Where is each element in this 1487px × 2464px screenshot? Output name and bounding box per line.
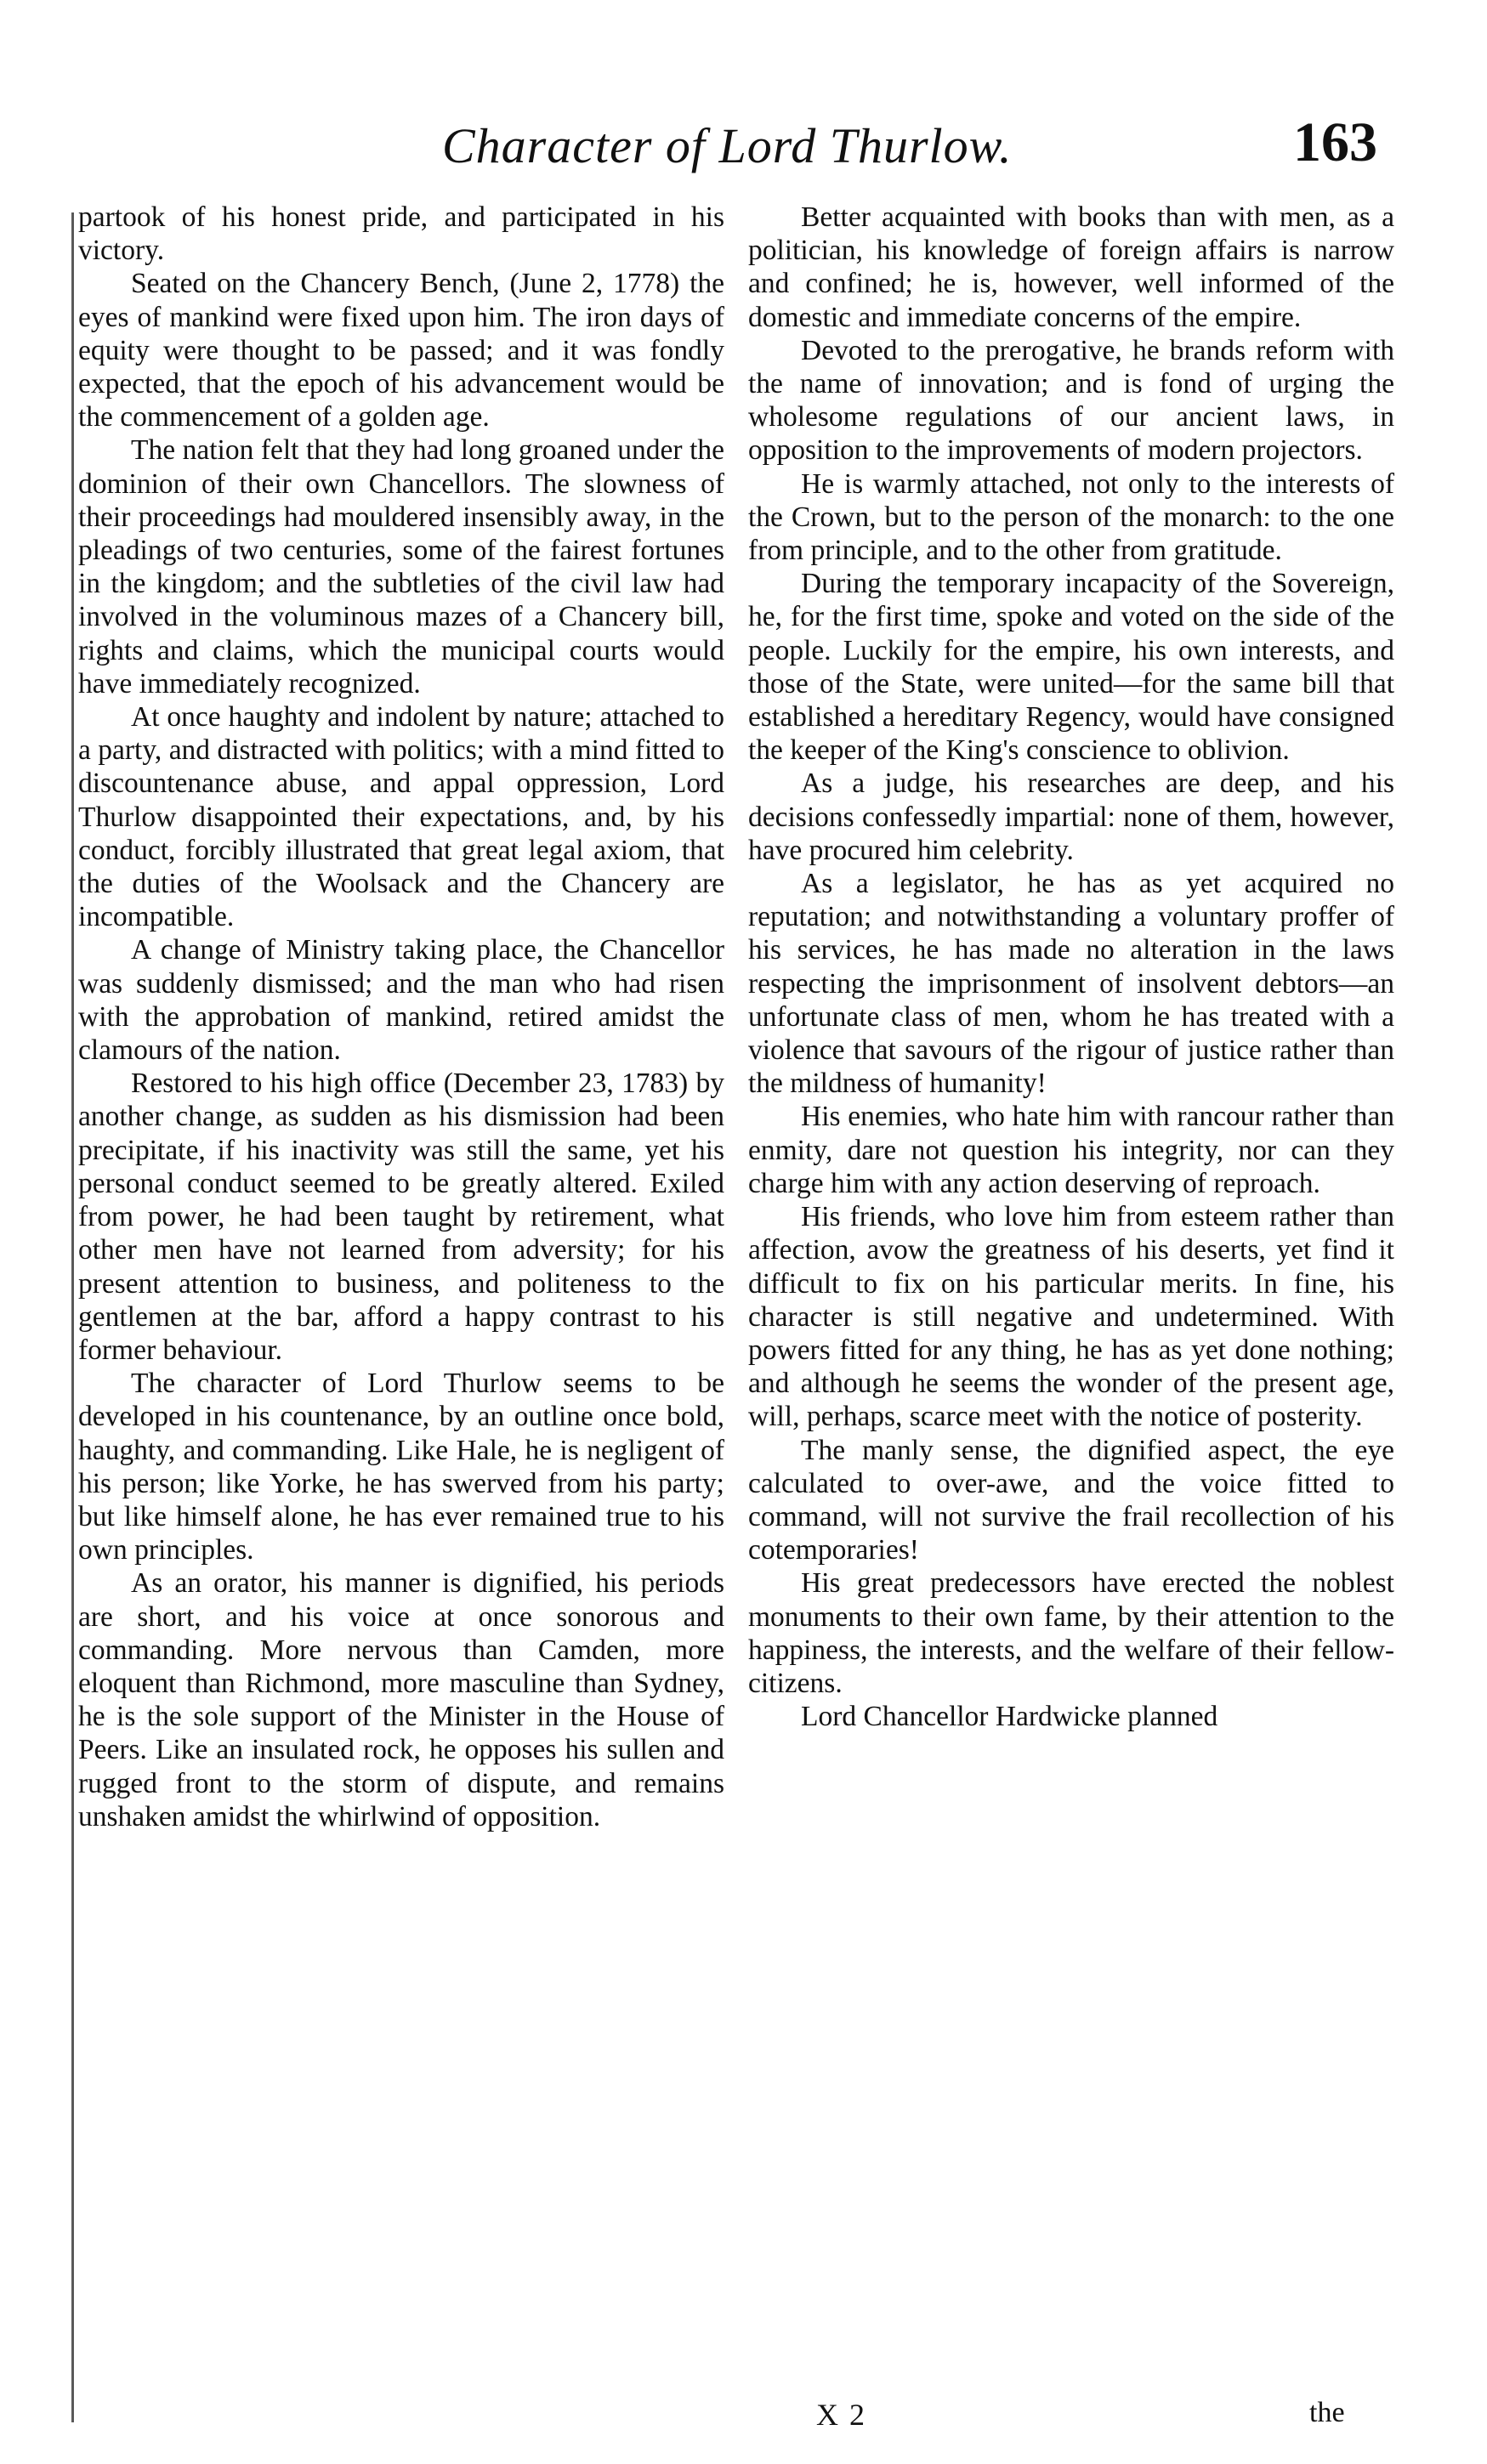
paragraph: His friends, who love him from esteem rather than affection, avow the greatness of his deserts, yet find it difficult to fix on his particular merits. In fine, his character is still negative and undetermined. With powers fitted for any thing, he has as yet done nothing; and although he seems the wonder of the present age, will, perhaps, scarce meet with the notice of posterity. — [748, 1201, 1394, 1433]
paragraph: As a legislator, he has as yet acquired no reputation; and notwithstanding a voluntary proffer of his services, he has made no alteration in the laws respecting the imprisonment of insolvent debtors—an unfortunate class of men, whom he has treated with a violence that savours of the rigour of justice rather than the mildness of humanity! — [748, 868, 1394, 1100]
page-footer — [0, 2397, 1487, 2456]
paragraph: Devoted to the prerogative, he brands reform with the name of innovation; and is fond of urging the wholesome regulations of our ancient laws, in opposition to the improvements of modern projectors. — [748, 334, 1394, 467]
paragraph: The character of Lord Thurlow seems to be developed in his countenance, by an outline once bold, haughty, and commanding. Like Hale, he is negligent of his person; like Yorke, he has swerved from his party; but like himself alone, he has ever remained true to his own principles. — [78, 1368, 724, 1566]
paragraph: A change of Ministry taking place, the Chancellor was suddenly dismissed; and the man who had risen with the approbation of mankind, retired amidst the clamours of the nation. — [78, 934, 724, 1067]
paragraph: As a judge, his researches are deep, and his decisions confessedly impartial: none of them, however, have procured him celebrity. — [748, 768, 1394, 866]
paragraph: Better acquainted with books than with men, as a politician, his knowledge of foreign affairs is narrow and confined; he is, however, well informed of the domestic and immediate concerns of the empire. — [748, 201, 1394, 333]
paragraph: Restored to his high office (December 23, 1783) by another change, as sudden as his dismission had been precipitate, if his inactivity was still the same, yet his personal conduct seemed to be greatly altered. Exiled from power, he had been taught by retirement, what other men have not learned from adversity; for his present attention to business, and politeness to the gentlemen at the bar, afford a happy contrast to his former behaviour. — [78, 1068, 724, 1366]
catchword: the — [1309, 2397, 1345, 2428]
signature-mark: X 2 — [816, 2398, 866, 2432]
paragraph: At once haughty and indolent by nature; attached to a party, and distracted with politics; with a mind fitted to discountenance abuse, and appal oppression, Lord Thurlow disappointed their expectations, and, by his conduct, forcibly illustrated that great legal axiom, that the duties of the Woolsack and the Chancery are incompatible. — [78, 701, 724, 933]
paragraph: During the temporary incapacity of the Sovereign, he, for the first time, spoke and voted on the side of the people. Luckily for the empire, his own interests, and those of the State, were united—for the same bill that established a hereditary Regency, would have consigned the keeper of the King's conscience to oblivion. — [748, 568, 1394, 767]
paragraph: His great predecessors have erected the noblest monuments to their own fame, by their attention to the happiness, the interests, and the welfare of their fellow-citizens. — [748, 1567, 1394, 1699]
paragraph: Lord Chancellor Hardwicke planned — [801, 1701, 1218, 1733]
binding-edge-rule — [71, 212, 74, 2422]
page-number: 163 — [1293, 111, 1377, 173]
right-column — [748, 201, 1394, 1733]
paragraph: As an orator, his manner is dignified, his periods are short, and his voice at once sonorous and commanding. More nervous than Camden, more eloquent than Richmond, more masculine than Sydney, he is the sole support of the Minister in the House of Peers. Like an insulated rock, he opposes his sullen and rugged front to the storm of dispute, and remains unshaken amidst the whirlwind of opposition. — [78, 1567, 724, 1832]
left-column — [78, 201, 724, 1833]
running-title: Character of Lord Thurlow. — [442, 118, 1013, 173]
running-head — [408, 110, 1411, 204]
paragraph: The manly sense, the dignified aspect, the eye calculated to over-awe, and the voice fitted to command, will not survive the frail recollection of his cotemporaries! — [748, 1434, 1394, 1566]
paragraph: His enemies, who hate him with rancour rather than enmity, dare not question his integrity, nor can they charge him with any action deserving of reproach. — [748, 1101, 1394, 1199]
paragraph: The nation felt that they had long groaned under the dominion of their own Chancellors. The slowness of their proceedings had mouldered insensibly away, in the pleadings of two centuries, some of the fairest fortunes in the kingdom; and the subtleties of the civil law had involved in the voluminous mazes of a Chancery bill, rights and claims, which the municipal courts would have immediately recognized. — [78, 434, 724, 700]
paragraph: He is warmly attached, not only to the interests of the Crown, but to the person of the monarch: to the one from principle, and to the other from gratitude. — [748, 467, 1394, 567]
paragraph: partook of his honest pride, and participated in his victory. — [78, 201, 724, 267]
paragraph: Seated on the Chancery Bench, (June 2, 1778) the eyes of mankind were fixed upon him. The iron days of equity were thought to be passed; and it was fondly expected, that the epoch of his advancement would be the commencement of a golden age. — [78, 268, 724, 433]
